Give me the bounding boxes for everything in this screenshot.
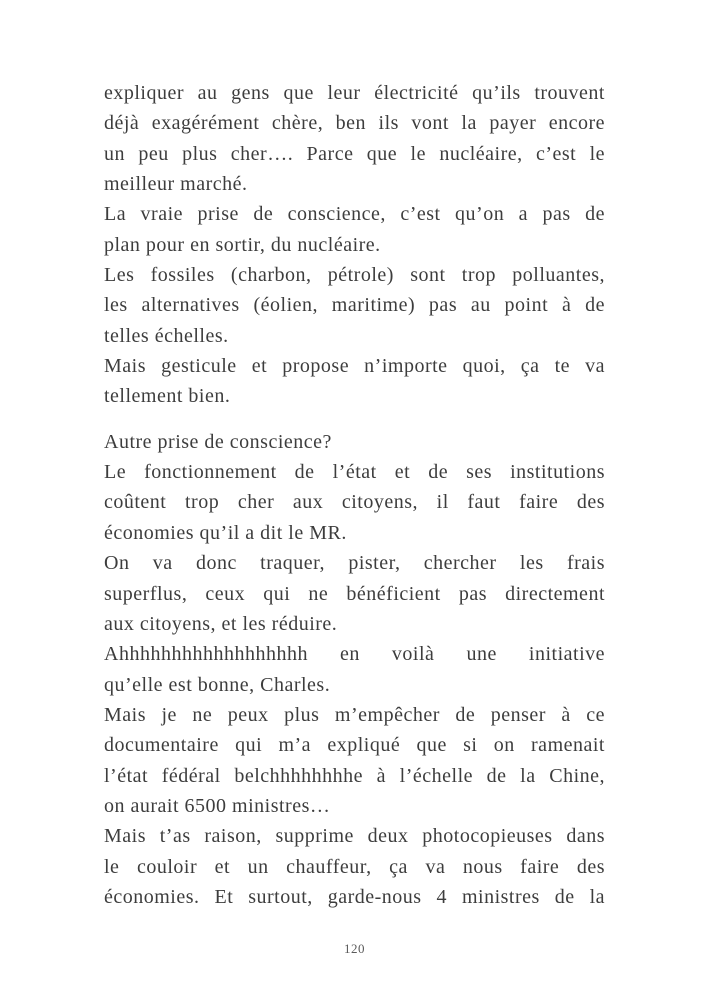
text-line: telles échelles. bbox=[104, 324, 229, 347]
paragraph bbox=[104, 199, 605, 260]
text-line: Les fossiles (charbon, pétrole) sont trop polluantes, bbox=[104, 264, 605, 287]
text-line: On va donc traquer, pister, chercher les frais bbox=[104, 552, 605, 575]
text-line: l’état fédéral belchhhhhhhhe à l’échelle de la Chine, bbox=[104, 764, 605, 787]
text-line: Autre prise de conscience? bbox=[104, 430, 332, 453]
text-line: Mais t’as raison, supprime deux photocopieuses dans bbox=[104, 825, 605, 848]
text-line: Ahhhhhhhhhhhhhhhhhh en voilà une initiative bbox=[104, 643, 605, 666]
paragraph bbox=[104, 427, 605, 457]
paragraph bbox=[104, 351, 605, 412]
paragraph bbox=[104, 639, 605, 700]
text-line: les alternatives (éolien, maritime) pas au point à de bbox=[104, 294, 605, 317]
text-line: coûtent trop cher aux citoyens, il faut faire des bbox=[104, 491, 605, 514]
paragraph bbox=[104, 548, 605, 639]
paragraph bbox=[104, 260, 605, 351]
text-line: La vraie prise de conscience, c’est qu’on a pas de bbox=[104, 203, 605, 226]
paragraph bbox=[104, 821, 605, 912]
text-line: tellement bien. bbox=[104, 385, 231, 408]
text-line: plan pour en sortir, du nucléaire. bbox=[104, 233, 381, 256]
text-line: superflus, ceux qui ne bénéficient pas directement bbox=[104, 582, 605, 605]
text-line: Mais gesticule et propose n’importe quoi, ça te va bbox=[104, 355, 605, 378]
text-line: économies. Et surtout, garde-nous 4 ministres de la bbox=[104, 885, 605, 908]
paragraph bbox=[104, 700, 605, 821]
text-line: aux citoyens, et les réduire. bbox=[104, 612, 338, 635]
page-number: 120 bbox=[344, 941, 365, 956]
text-line: on aurait 6500 ministres… bbox=[104, 794, 331, 817]
text-line: qu’elle est bonne, Charles. bbox=[104, 673, 331, 696]
text-line: économies qu’il a dit le MR. bbox=[104, 521, 347, 544]
text-line: documentaire qui m’a expliqué que si on ramenait bbox=[104, 734, 605, 757]
text-line: meilleur marché. bbox=[104, 173, 248, 196]
text-line: expliquer au gens que leur électricité qu’ils trouvent bbox=[104, 82, 605, 104]
text-line: le couloir et un chauffeur, ça va nous faire des bbox=[104, 855, 605, 878]
text-line: Mais je ne peux plus m’empêcher de penser à ce bbox=[104, 703, 605, 726]
body-text bbox=[104, 78, 605, 912]
paragraph bbox=[104, 78, 605, 199]
paragraph bbox=[104, 457, 605, 548]
text-line: déjà exagérément chère, ben ils vont la payer encore bbox=[104, 112, 605, 135]
text-line: Le fonctionnement de l’état et de ses institutions bbox=[104, 461, 605, 484]
text-line: un peu plus cher…. Parce que le nucléaire, c’est le bbox=[104, 142, 605, 165]
